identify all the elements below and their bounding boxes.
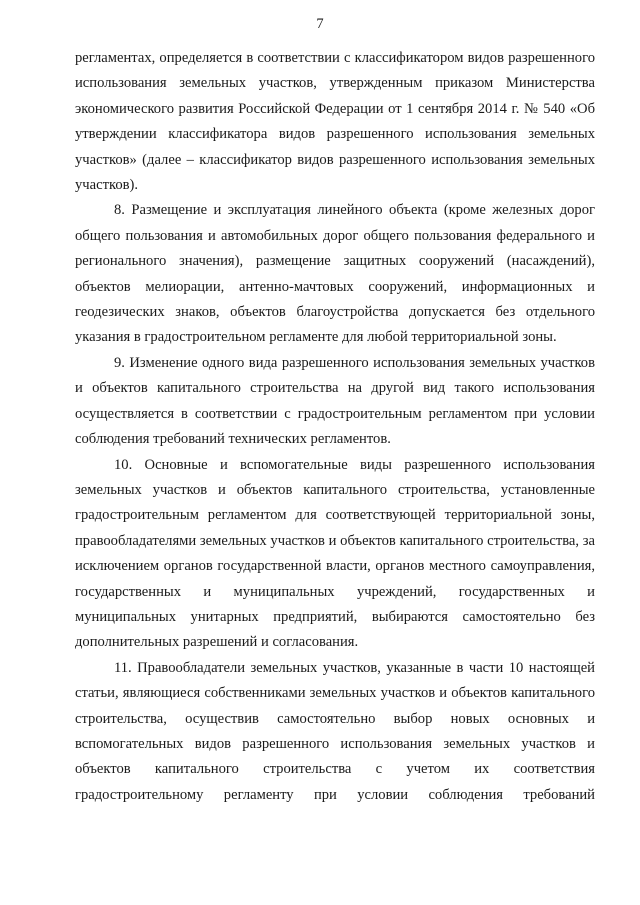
paragraph-item-9: 9. Изменение одного вида разрешенного использования земельных участков и объектов капитального строительства на другой вид такого использования осуществляется в соответствии с градостроительным регламентом при условии соблюдения требований технических регламентов.: [75, 354, 595, 448]
paragraph-item-10: 10. Основные и вспомогательные виды разрешенного использования земельных участков и объектов капитального строительства, установленные градостроительным регламентом для соответствующей территориальной зоны, правообладателями земельных участков и объектов капитального строительства, за исключением органов государственной власти, органов местного самоуправления, государственных и муниципальных учреждений, государственных и муниципальных унитарных предприятий, выбираются самостоятельно без дополнительных разрешений и согласования.: [75, 456, 595, 651]
paragraph-continuation: регламентах, определяется в соответствии с классификатором видов разрешенного использования земельных участков, утвержденным приказом Министерства экономического развития Российской Федерации от 1 сентября 2014 г. № 540 «Об утверждении классификатора видов разрешенного использования земельных участков» (далее – классификатор видов разрешенного использования земельных участков).: [75, 50, 595, 194]
paragraph-item-11: 11. Правообладатели земельных участков, указанные в части 10 настоящей статьи, являющиеся собственниками земельных участков и объектов капитального строительства, осуществив самостоятельно выбор новых основных и вспомогательных видов разрешенного использования земельных участков и объектов капитального строительства с учетом их соответствия градостроительному регламенту при условии соблюдения требований: [75, 659, 595, 803]
document-body: [75, 46, 595, 808]
paragraph-item-8: 8. Размещение и эксплуатация линейного объекта (кроме железных дорог общего пользования и автомобильных дорог общего пользования федерального и регионального значения), размещение защитных сооружений (насаждений), объектов мелиорации, антенно-мачтовых сооружений, информационных и геодезических знаков, объектов благоустройства допускается без отдельного указания в градостроительном регламенте для любой территориальной зоны.: [75, 202, 595, 346]
page-number: 7: [316, 16, 324, 32]
